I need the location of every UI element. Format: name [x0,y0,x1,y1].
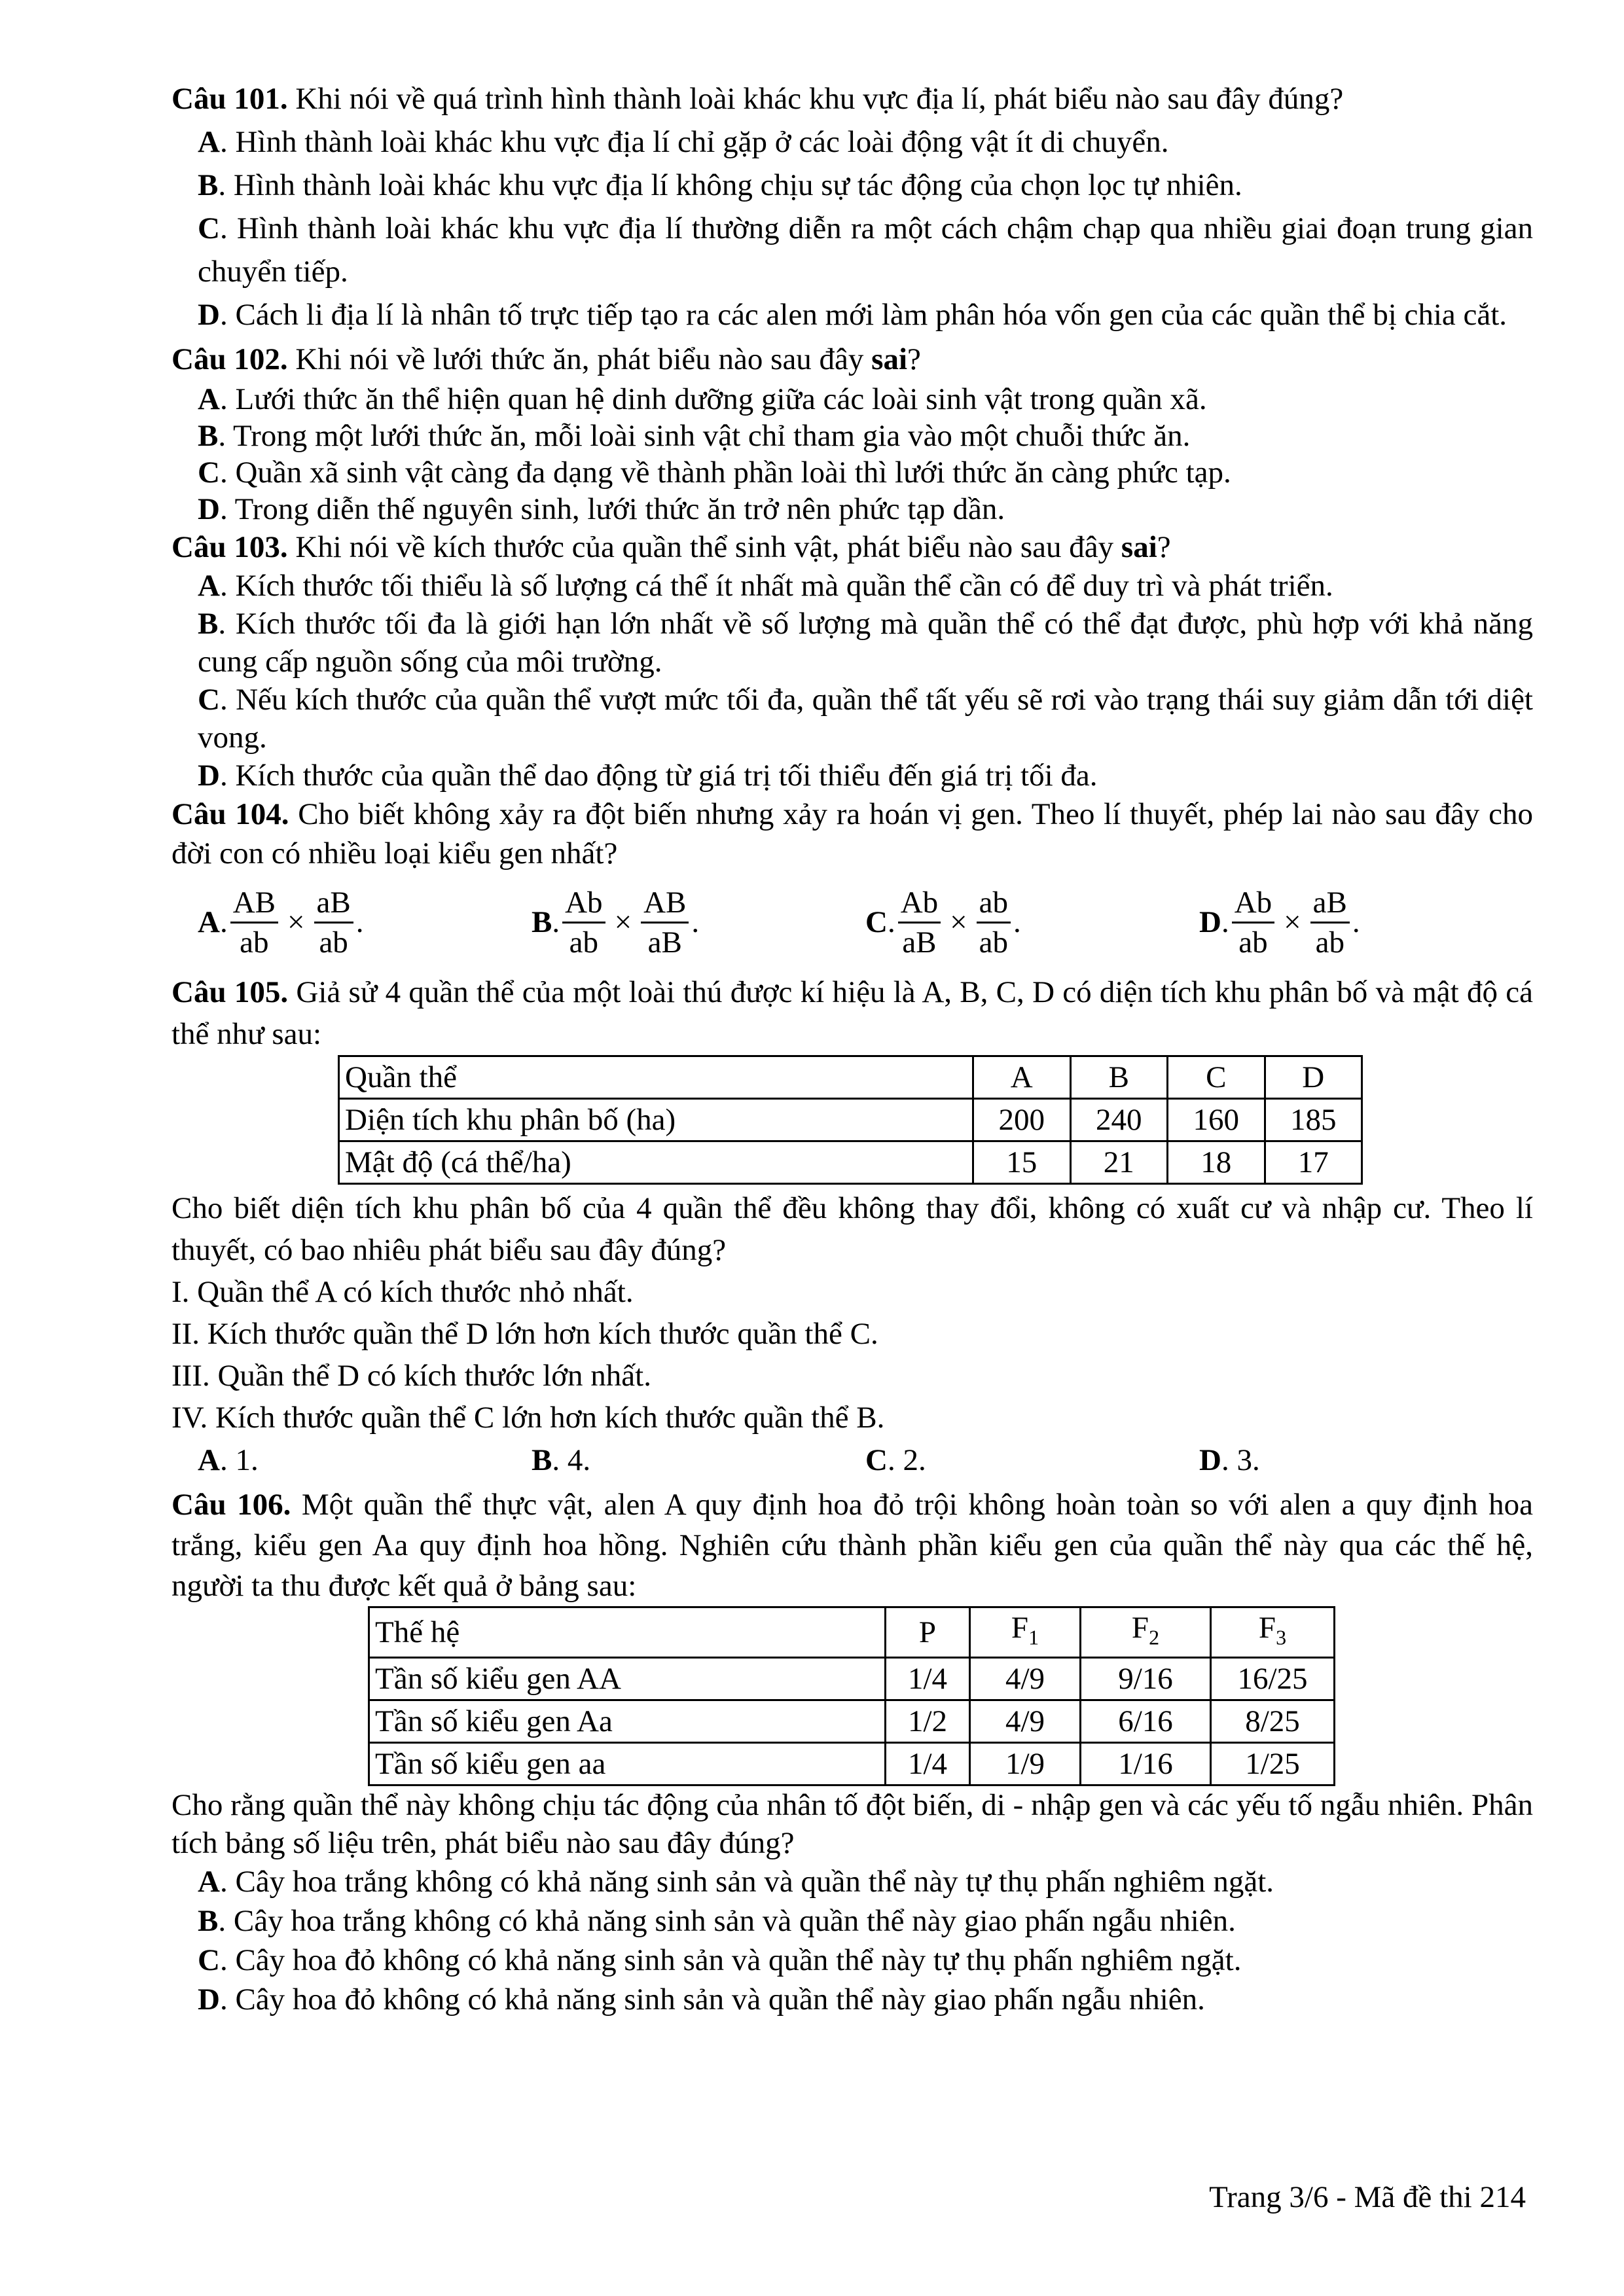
times-sign: × [614,905,632,939]
genotype-fraction: $\frac{Ab}{ab}$ [1232,884,1274,961]
question-105-followup: Cho biết diện tích khu phân bố của 4 quần thể đều không thay đổi, không có xuất cư và nhập cư. Theo lí thuyết, có bao nhiêu phát biểu sau đây đúng? [171,1191,1533,1267]
question-number: Câu 101. [171,82,288,116]
question-text: Khi nói về quá trình hình thành loài khác khu vực địa lí, phát biểu nào sau đây đúng? [287,82,1344,116]
statement: II. Kích thước quần thể D lớn hơn kích thước quần thể C. [171,1317,878,1351]
question-103: Câu 103. Khi nói về kích thước của quần thể sinh vật, phát biểu nào sau đây sai? [171,530,1171,564]
option-c: C. 2. [865,1443,926,1477]
genotype-fraction: $\frac{ab}{ab}$ [977,884,1011,961]
option-b: B. Cây hoa trắng không có khả năng sinh sản và quần thể này giao phấn ngẫu nhiên. [198,1904,1236,1939]
table-row: Tần số kiểu gen Aa 1/2 4/9 6/16 8/25 [369,1700,1335,1743]
option-a: A. 1. [198,1443,259,1477]
option-d: D. Cây hoa đỏ không có khả năng sinh sản và quần thể này giao phấn ngẫu nhiên. [198,1982,1205,2017]
option-a: A . $\frac{AB}{ab}$ × $\frac{aB}{ab}$ . [198,884,532,961]
answer-options [171,1439,1533,1482]
option-d: D. 3. [1199,1443,1260,1477]
genotype-fraction: $\frac{aB}{ab}$ [314,884,353,961]
question-number: Câu 102. [171,342,288,376]
option-b: B. Trong một lưới thức ăn, mỗi loài sinh vật chỉ tham gia vào một chuỗi thức ăn. [198,419,1191,453]
times-sign: × [287,905,305,939]
option-b: B. Hình thành loài khác khu vực địa lí không chịu sự tác động của chọn lọc tự nhiên. [198,168,1242,202]
statement: IV. Kích thước quần thể C lớn hơn kích thước quần thể B. [171,1401,885,1435]
cross-options [171,873,1533,971]
table-row: Mật độ (cá thể/ha) 15 21 18 17 [339,1141,1362,1184]
question-101 [171,77,1533,120]
emphasis: sai [871,342,908,376]
table-header-row: Thế hệ P $F_1$ $F_2$ $F_3$ [369,1607,1335,1658]
option-c: C. Hình thành loài khác khu vực địa lí thường diễn ra một cách chậm chạp qua nhiều giai đoạn trung gian chuyển tiếp. [198,211,1533,289]
option-d: D . $\frac{Ab}{ab}$ × $\frac{aB}{ab}$ . [1199,884,1533,961]
times-sign: × [1284,905,1301,939]
table-row: Diện tích khu phân bố (ha) 200 240 160 185 [339,1099,1362,1141]
genotype-fraction: $\frac{aB}{ab}$ [1310,884,1350,961]
question-106: Câu 106. Một quần thể thực vật, alen A quy định hoa đỏ trội không hoàn toàn so với alen a quy định hoa trắng, kiểu gen Aa quy định hoa hồng. Nghiên cứu thành phần kiểu gen của quần thể này qua các thế hệ, người ta thu được kết quả ở bảng sau: [171,1488,1533,1603]
option-b: B. Kích thước tối đa là giới hạn lớn nhất về số lượng mà quần thể có thể đạt được, phù hợp với khả năng cung cấp nguồn sống của môi trường. [198,607,1533,679]
option-a: A. Lưới thức ăn thể hiện quan hệ dinh dưỡng giữa các loài sinh vật trong quần xã. [198,382,1207,416]
option-a: A. Cây hoa trắng không có khả năng sinh sản và quần thể này tự thụ phấn nghiêm ngặt. [198,1865,1274,1899]
option-c: C. Quần xã sinh vật càng đa dạng về thành phần loài thì lưới thức ăn càng phức tạp. [198,456,1231,490]
genotype-fraction: $\frac{Ab}{aB}$ [898,884,941,961]
question-102: Câu 102. Khi nói về lưới thức ăn, phát biểu nào sau đây sai? [171,342,921,376]
exam-page [171,77,1533,2019]
table-header-row: Quần thể A B C D [339,1056,1362,1099]
option-d: D. Trong diễn thế nguyên sinh, lưới thức ăn trở nên phức tạp dần. [198,492,1005,526]
question-number: Câu 103. [171,530,288,564]
population-table [338,1055,1363,1185]
option-d: D. Kích thước của quần thể dao động từ giá trị tối thiểu đến giá trị tối đa. [198,759,1098,793]
option-b: B . $\frac{Ab}{ab}$ × $\frac{AB}{aB}$ . [532,884,865,961]
emphasis: sai [1121,530,1157,564]
question-105: Câu 105. Giả sử 4 quần thể của một loài thú được kí hiệu là A, B, C, D có diện tích khu phân bố và mật độ cá thể như sau: [171,975,1533,1051]
option-c: C. Cây hoa đỏ không có khả năng sinh sản và quần thể này tự thụ phấn nghiêm ngặt. [198,1943,1242,1978]
question-number: Câu 104. [171,797,289,831]
option-a: A. Kích thước tối thiểu là số lượng cá thể ít nhất mà quần thể cần có để duy trì và phát triển. [198,569,1333,603]
statement: III. Quần thể D có kích thước lớn nhất. [171,1359,651,1393]
genotype-frequency-table [368,1606,1335,1786]
option-c: C . $\frac{Ab}{aB}$ × $\frac{ab}{ab}$ . [865,884,1199,961]
option-a: A. Hình thành loài khác khu vực địa lí chỉ gặp ở các loài động vật ít di chuyển. [198,125,1169,159]
times-sign: × [950,905,967,939]
genotype-fraction: $\frac{AB}{ab}$ [230,884,278,961]
option-c: C. Nếu kích thước của quần thể vượt mức tối đa, quần thể tất yếu sẽ rơi vào trạng thái suy giảm dẫn tới diệt vong. [198,683,1533,755]
table-row: Tần số kiểu gen aa 1/4 1/9 1/16 1/25 [369,1743,1335,1785]
page-footer: Trang 3/6 - Mã đề thi 214 [1209,2180,1526,2214]
question-number: Câu 106. [171,1488,291,1522]
option-b: B. 4. [532,1443,591,1477]
table-row: Tần số kiểu gen AA 1/4 4/9 9/16 16/25 [369,1658,1335,1700]
option-d: D. Cách li địa lí là nhân tố trực tiếp tạo ra các alen mới làm phân hóa vốn gen của các quần thể bị chia cắt. [198,298,1507,332]
genotype-fraction: $\frac{Ab}{ab}$ [562,884,605,961]
question-104: Câu 104. Cho biết không xảy ra đột biến nhưng xảy ra hoán vị gen. Theo lí thuyết, phép lai nào sau đây cho đời con có nhiều loại kiểu gen nhất? [171,797,1533,870]
statement: I. Quần thể A có kích thước nhỏ nhất. [171,1275,634,1309]
question-number: Câu 105. [171,975,289,1009]
genotype-fraction: $\frac{AB}{aB}$ [641,884,689,961]
question-106-followup: Cho rằng quần thể này không chịu tác động của nhân tố đột biến, di - nhập gen và các yếu tố ngẫu nhiên. Phân tích bảng số liệu trên, phát biểu nào sau đây đúng? [171,1788,1533,1861]
